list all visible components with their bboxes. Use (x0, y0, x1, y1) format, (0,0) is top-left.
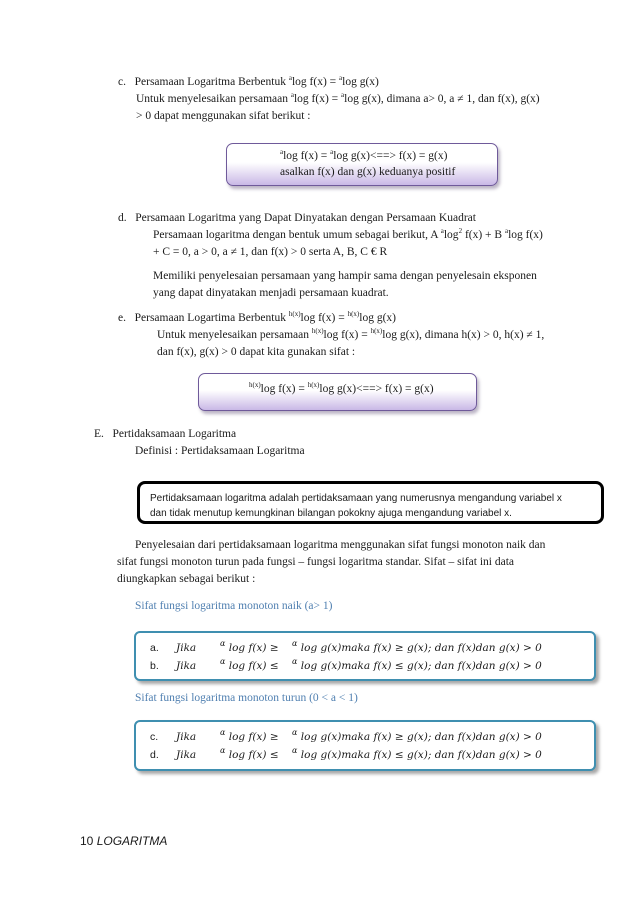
rule-box-c-line1: $^a$log f(x) = $^a$log g(x)<==> f(x) = g(x) (280, 148, 448, 162)
section-d-para2-line2: yang dapat dinyatakan menjadi persamaan kuadrat. (153, 287, 389, 299)
rule-box-e-line: $^{h(x)}$log f(x) = $^{h(x)}$log g(x)<==> f(x) = g(x) (249, 381, 434, 395)
section-c-line1: Untuk menyelesaikan persamaan $^a$log f(x) = $^a$log g(x), dimana a> 0, a ≠ 1, dan f(x), g(x) (136, 91, 540, 105)
section-E-para-line3: diungkapkan sebagai berikut : (117, 573, 256, 585)
page-number: 10 (80, 834, 94, 848)
definition-line2: dan tidak menutup kemungkinan bilangan pokokny ajuga mengandung variabel x. (150, 508, 512, 519)
property-d: d. Jika $^\alpha$ log f(x) ≤ $^\alpha$ log g(x)maka f(x) ≤ g(x); dan f(x)dan g(x) > 0 (150, 746, 542, 761)
section-E-para-line1: Penyelesaian dari pertidaksamaan logaritma menggunakan sifat fungsi monoton naik dan (135, 539, 546, 551)
section-E-title: E. Pertidaksamaan Logaritma (94, 428, 237, 440)
monoton-naik-box (134, 631, 596, 681)
monoton-naik-heading: Sifat fungsi logaritma monoton naik (a> 1) (135, 600, 333, 612)
definition-box (137, 481, 604, 524)
section-E-para-line2: sifat fungsi monoton turun pada fungsi – fungsi logaritma standar. Sifat – sifat ini data (117, 556, 515, 568)
footer-label: LOGARITMA (96, 834, 168, 848)
monoton-turun-box (134, 720, 596, 771)
section-e-title: e. Persamaan Logartima Berbentuk $^{h(x)}$log f(x) = $^{h(x)}$log g(x) (118, 310, 396, 324)
rule-box-c (226, 143, 498, 186)
section-e-line2: dan f(x), g(x) > 0 dapat kita gunakan sifat : (157, 346, 356, 358)
monoton-turun-heading: Sifat fungsi logaritma monoton turun (0 < a < 1) (135, 692, 358, 704)
section-c-line2: > 0 dapat menggunakan sifat berikut : (136, 110, 311, 122)
section-c-title: c. Persamaan Logaritma Berbentuk $^a$log f(x) = $^a$log g(x) (118, 74, 379, 88)
page-footer (80, 834, 167, 848)
section-e-line1: Untuk menyelesaikan persamaan $^{h(x)}$log f(x) = $^{h(x)}$log g(x), dimana h(x) > 0, h(x) ≠ 1, (157, 327, 545, 341)
property-c: c. Jika $^\alpha$ log f(x) ≥ $^\alpha$ log g(x)maka f(x) ≥ g(x); dan f(x)dan g(x) > 0 (150, 728, 542, 743)
definition-line1: Pertidaksamaan logaritma adalah pertidaksamaan yang numerusnya mengandung variabel x (150, 493, 562, 504)
property-a: a. Jika $^\alpha$ log f(x) ≥ $^\alpha$ log g(x)maka f(x) ≥ g(x); dan f(x)dan g(x) > 0 (150, 639, 542, 654)
section-d-title: d. Persamaan Logaritma yang Dapat Dinyatakan dengan Persamaan Kuadrat (118, 212, 476, 224)
section-d-line1: Persamaan logaritma dengan bentuk umum sebagai berikut, A $^a\log^2$ f(x) + B $^a$log f(x) (153, 227, 543, 241)
rule-box-e (198, 373, 477, 411)
section-d-line2: + C = 0, a > 0, a ≠ 1, dan f(x) > 0 serta A, B, C € R (153, 246, 388, 258)
section-d-para2-line1: Memiliki penyelesaian persamaan yang hampir sama dengan penyelesain eksponen (153, 270, 537, 282)
property-b: b. Jika $^\alpha$ log f(x) ≤ $^\alpha$ log g(x)maka f(x) ≤ g(x); dan f(x)dan g(x) > 0 (150, 657, 542, 672)
section-E-subtitle: Definisi : Pertidaksamaan Logaritma (135, 445, 305, 457)
rule-box-c-line2: asalkan f(x) dan g(x) keduanya positif (280, 166, 456, 178)
